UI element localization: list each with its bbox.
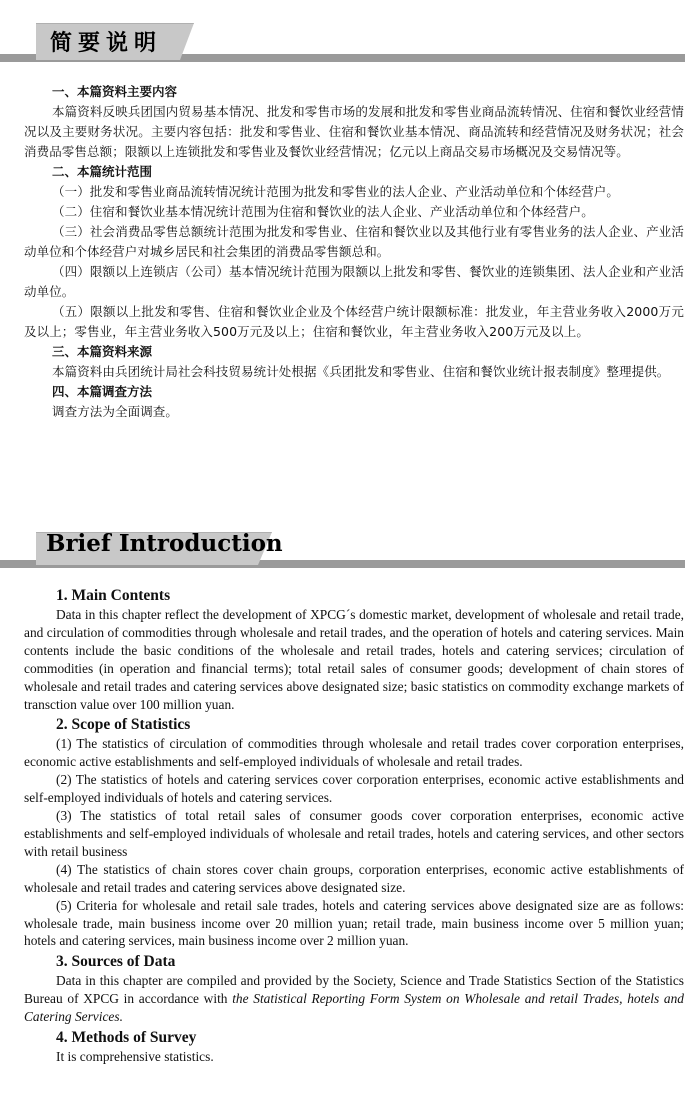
cn-scope-item: （二）住宿和餐饮业基本情况统计范围为住宿和餐饮业的法人企业、产业活动单位和个体经营户。 — [52, 204, 594, 219]
en-scope-item: (4) The statistics of chain stores cover chain groups, corporation enterprises, economic active establishments of wholesale and retail trades and catering services above designated size. — [24, 861, 684, 895]
chinese-section-banner — [0, 18, 700, 58]
en-heading-sources: 3. Sources of Data — [56, 953, 176, 971]
en-scope-item: (2) The statistics of hotels and catering services cover corporation enterprises, economic active establishments and self-employed individuals of hotels and catering services. — [24, 772, 684, 806]
cn-heading-sources: 三、本篇资料来源 — [52, 344, 153, 359]
en-sources-text-plain: Data in this chapter are compiled and provided by the Society, Science and Trade Statistics Section of the Statistics Bureau of XPCG in accordance with — [24, 973, 684, 1007]
english-banner-title: Brief Introduction — [46, 530, 283, 557]
en-main-contents-text: Data in this chapter reflect the development of XPCG´s domestic market, development of wholesale and retail trade, and circulation of commodities through wholesale and retail trades, and the operation of hotels and catering services. Main contents include the basic conditions of the wholesale and retail trades, hotels and catering services; circulation of commodities (in operation and financial terms); total retail sales of consumer goods; development of chain stores of wholesale and retail trades and catering services above designated size; basic statistics on commodity exchange markets of transction value over 100 million yuan. — [24, 607, 684, 712]
en-heading-scope: 2. Scope of Statistics — [56, 716, 191, 734]
en-scope-item: (1) The statistics of circulation of commodities through wholesale and retail trades cover corporation enterprises, economic active establishments and self-employed individuals of wholesale and retail trades. — [24, 736, 684, 770]
en-sources-text-italic: the Statistical Reporting Form System on Wholesale and retail Trades, hotels and Catering Services. — [24, 991, 684, 1025]
en-sources-text — [24, 972, 684, 1026]
en-methods-text: It is comprehensive statistics. — [56, 1049, 214, 1065]
cn-scope-item: （四）限额以上连锁店（公司）基本情况统计范围为限额以上批发和零售、餐饮业的连锁集团、法人企业和产业活动单位。 — [24, 264, 684, 299]
en-heading-methods: 4. Methods of Survey — [56, 1029, 197, 1047]
english-body — [24, 584, 684, 1066]
cn-heading-scope: 二、本篇统计范围 — [52, 164, 153, 179]
cn-scope-item: （三）社会消费品零售总额统计范围为批发和零售业、住宿和餐饮业以及其他行业有零售业务的法人企业、产业活动单位和个体经营户对城乡居民和社会集团的消费品零售额总和。 — [24, 224, 684, 259]
en-scope-item: (3) The statistics of total retail sales of consumer goods cover corporation enterprises, economic active establishments and self-employed individuals of wholesale and retail trades, hotels and catering services, and other sectors with retail business — [24, 808, 684, 859]
chinese-banner-title: 简要说明 — [50, 31, 163, 56]
en-heading-main-contents: 1. Main Contents — [56, 587, 171, 604]
en-scope-item: (5) Criteria for wholesale and retail sale trades, hotels and catering services above designated size are as follows: wholesale trade, main business income over 20 million yuan; retail trade, main business income over 5 million yuan; hotels and catering services, main business income over 2 million yuan. — [24, 897, 684, 949]
chinese-body — [24, 82, 684, 422]
cn-scope-item: （一）批发和零售业商品流转情况统计范围为批发和零售业的法人企业、产业活动单位和个体经营户。 — [52, 184, 620, 199]
cn-heading-methods: 四、本篇调查方法 — [52, 384, 153, 399]
cn-sources-text: 本篇资料由兵团统计局社会科技贸易统计处根据《兵团批发和零售业、住宿和餐饮业统计报表制度》整理提供。 — [52, 364, 670, 379]
cn-methods-text: 调查方法为全面调查。 — [52, 404, 179, 419]
cn-heading-main-contents: 一、本篇资料主要内容 — [52, 84, 178, 99]
cn-scope-item: （五）限额以上批发和零售、住宿和餐饮业企业及个体经营户统计限额标准：批发业，年主营业务收入2000万元及以上；零售业，年主营业务收入500万元及以上；住宿和餐饮业，年主营业务收入200万元及以上。 — [24, 304, 684, 339]
english-section-banner — [0, 532, 700, 572]
cn-main-contents-text: 本篇资料反映兵团国内贸易基本情况、批发和零售市场的发展和批发和零售业商品流转情况、住宿和餐饮业经营情况以及主要财务状况。主要内容包括：批发和零售业、住宿和餐饮业基本情况、商品流转和经营情况及财务状况；社会消费品零售总额；限额以上连锁批发和零售业及餐饮业经营情况；亿元以上商品交易市场概况及交易情况等。 — [24, 104, 684, 159]
